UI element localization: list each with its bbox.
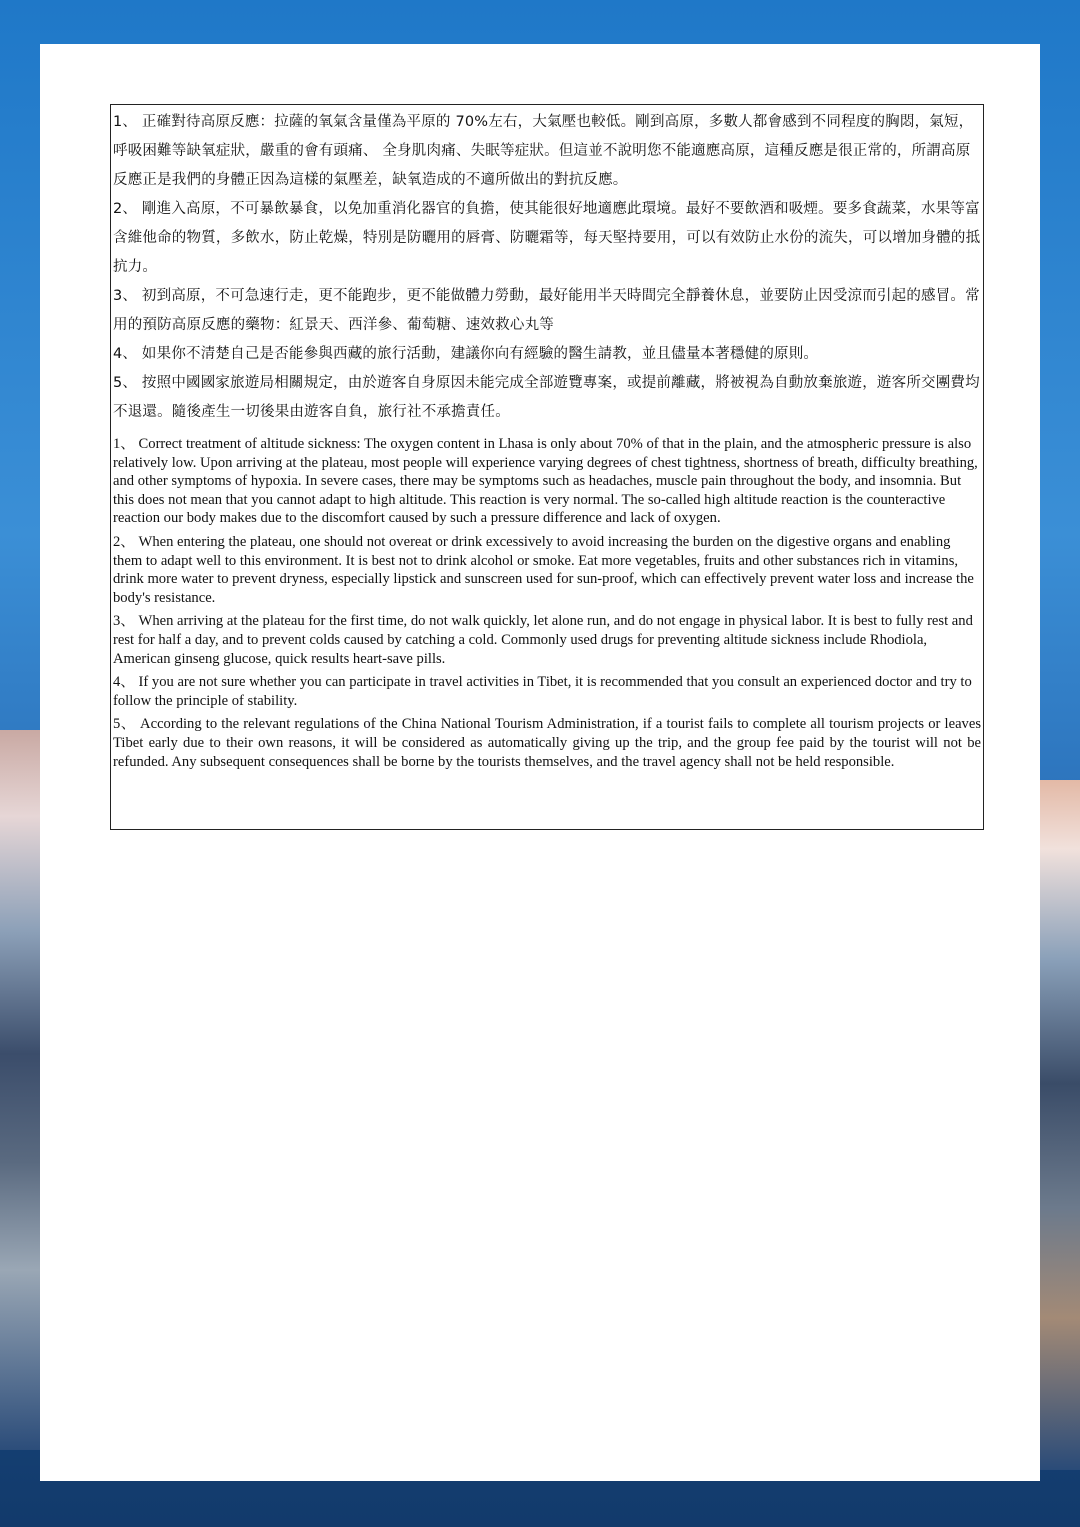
- zh-notice-1: 1、 正確對待高原反應：拉薩的氧氣含量僅為平原的 70%左右，大氣壓也較低。剛到高原，多數人都會感到不同程度的胸悶，氣短，呼吸困難等缺氧症狀，嚴重的會有頭痛、 全身肌肉痛、失眠等症狀。但這並不說明您不能適應高原，這種反應是很正常的，所謂高原反應正是我們的身體正因為這樣的氣壓差，缺氧造成的不適所做出的對抗反應。: [113, 114, 974, 188]
- en-notice-2: 2、 When entering the plateau, one should not overeat or drink excessively to avoid increasing the burden on the digestive organs and enabling them to adapt well to this environment. It is best not to drink alcohol or smoke. Eat more vegetables, fruits and other substances rich in vitamins, drink more water to prevent dryness, especially lipstick and sunscreen used for sun-proof, which can effectively prevent water loss and increase the body's resistance.: [113, 533, 974, 606]
- en-notice-1: 1、 Correct treatment of altitude sickness: The oxygen content in Lhasa is only about 70% of that in the plain, and the atmospheric pressure is also relatively low. Upon arriving at the plateau, most people will experience varying degrees of chest tightness, shortness of breath, difficulty breathing, and other symptoms of hypoxia. In severe cases, there may be symptoms such as headaches, muscle pain throughout the body, and insomnia. But this does not mean that you cannot adapt to high altitude. This reaction is very normal. The so-called high altitude reaction is the counteractive reaction our body makes due to the discomfort caused by such a pressure difference and lack of oxygen.: [113, 436, 978, 527]
- document-page: [40, 44, 1040, 1481]
- mountain-background-left: [0, 730, 40, 1450]
- mountain-background-right: [1038, 780, 1080, 1470]
- en-notice-4: 4、 If you are not sure whether you can participate in travel activities in Tibet, it is recommended that you consult an experienced doctor and try to follow the principle of stability.: [113, 674, 972, 709]
- en-notice-5: 5、 According to the relevant regulations of the China National Tourism Administration, if a tourist fails to complete all tourism projects or leaves Tibet early due to their own reasons, it will be considered as automatically giving up the trip, and the group fee paid by the tourist will not be refunded. Any subsequent consequences shall be borne by the tourists themselves, and the travel agency shall not be held responsible.: [113, 716, 981, 770]
- travel-notice-box: [110, 104, 984, 830]
- zh-notice-2: 2、 剛進入高原，不可暴飲暴食，以免加重消化器官的負擔，使其能很好地適應此環境。最好不要飲酒和吸煙。要多食蔬菜，水果等富含維他命的物質，多飲水，防止乾燥，特別是防曬用的唇膏、防曬霜等，每天堅持要用，可以有效防止水份的流失，可以增加身體的抵抗力。: [113, 201, 981, 275]
- zh-notice-5: 5、 按照中國國家旅遊局相關規定，由於遊客自身原因未能完成全部遊覽專案，或提前離藏，將被視為自動放棄旅遊，遊客所交團費均不退還。隨後產生一切後果由遊客自負，旅行社不承擔責任。: [113, 375, 980, 420]
- en-notice-3: 3、 When arriving at the plateau for the first time, do not walk quickly, let alone run, and do not engage in physical labor. It is best to fully rest and rest for half a day, and to prevent colds caused by catching a cold. Commonly used drugs for preventing altitude sickness include Rhodiola, American ginseng glucose, quick results heart-save pills.: [113, 613, 973, 667]
- zh-notice-3: 3、 初到高原，不可急速行走，更不能跑步，更不能做體力勞動，最好能用半天時間完全靜養休息，並要防止因受涼而引起的感冒。常用的預防高原反應的藥物：紅景天、西洋參、葡萄糖、速效救心丸等: [113, 288, 980, 333]
- zh-notice-4: 4、 如果你不清楚自己是否能參與西藏的旅行活動，建議你向有經驗的醫生請教，並且儘量本著穩健的原則。: [113, 346, 819, 362]
